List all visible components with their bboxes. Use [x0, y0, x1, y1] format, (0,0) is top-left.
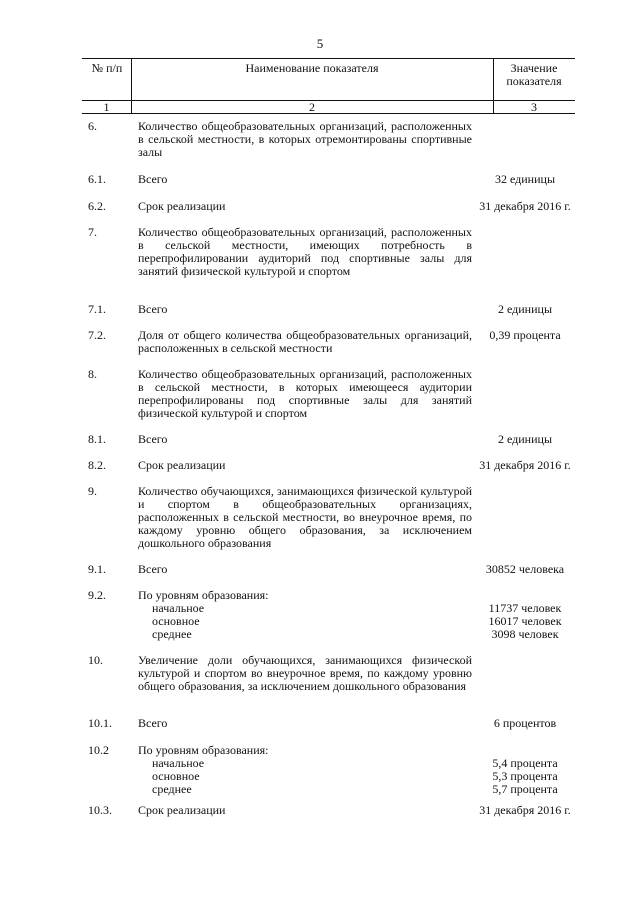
row-number: 10.3. [88, 803, 112, 817]
row-number: 6. [88, 119, 97, 133]
row-value-text: 2 единицы [497, 432, 553, 446]
row-indicator-text: Количество обучающихся, занимающихся физической культурой и спортом в общеобразовательных организациях, расположенных в сельской местности, во внеурочное время, по каждому уровню общего образования, за исключением дошкольного образования [138, 484, 472, 550]
level-value: 5,7 процента [492, 782, 558, 796]
row-value-text: 31 декабря 2016 г. [479, 803, 571, 817]
row-number: 7. [88, 225, 97, 239]
row-value-text: 30852 человека [485, 562, 565, 576]
row-value [475, 329, 575, 342]
level-value: 5,3 процента [492, 769, 558, 783]
row-indicator-name [138, 459, 472, 472]
row-value [475, 804, 575, 817]
row-indicator-name [138, 368, 472, 420]
row-indicator-text: Всего [138, 302, 168, 316]
level-label: среднее [152, 627, 192, 641]
header-index-2: 2 [309, 100, 315, 114]
level-label: основное [152, 614, 200, 628]
row-indicator-name [138, 329, 472, 355]
row-indicator-text: Доля от общего количества общеобразовательных организаций, расположенных в сельской местности [138, 328, 472, 355]
row-value [475, 200, 575, 213]
row-value [475, 433, 575, 446]
row-number: 8.1. [88, 432, 106, 446]
row-indicator-name [138, 744, 472, 796]
row-indicator-name [138, 303, 472, 316]
table-header [82, 58, 575, 114]
row-value [475, 563, 575, 576]
row-indicator-name [138, 120, 472, 159]
row-value-text: 0,39 процента [489, 328, 561, 342]
header-col-value: Значение показателя [506, 61, 562, 88]
row-value [475, 173, 575, 186]
level-value: 16017 человек [488, 614, 562, 628]
row-number: 6.2. [88, 199, 106, 213]
row-indicator-name [138, 589, 472, 641]
row-indicator-text: Количество общеобразовательных организаций, расположенных в сельской местности, в которых отремонтированы спортивные залы [138, 119, 472, 159]
row-number: 9. [88, 484, 97, 498]
level-label: начальное [152, 756, 205, 770]
row-indicator-text: Всего [138, 172, 168, 186]
row-value-text: 31 декабря 2016 г. [479, 458, 571, 472]
row-value [475, 303, 575, 316]
row-number: 7.1. [88, 302, 106, 316]
header-col-number: № п/п [91, 61, 123, 75]
row-value [475, 744, 575, 796]
row-indicator-text: По уровням образования: [138, 743, 269, 757]
level-value: 3098 человек [491, 627, 559, 641]
row-number: 7.2. [88, 328, 106, 342]
row-indicator-text: Количество общеобразовательных организаций, расположенных в сельской местности, имеющих потребность в перепрофилировании аудиторий под спортивные залы для занятий физической культурой и спортом [138, 225, 472, 278]
row-number: 8. [88, 367, 97, 381]
row-indicator-text: Увеличение доли обучающихся, занимающихся физической культурой и спортом во внеурочное время, по каждому уровню общего образования, за исключением дошкольного образования [138, 653, 472, 693]
row-indicator-text: Всего [138, 432, 168, 446]
row-value-text: 32 единицы [494, 172, 556, 186]
row-indicator-name [138, 563, 472, 576]
header-col-name: Наименование показателя [245, 61, 379, 75]
row-indicator-text: Всего [138, 716, 168, 730]
row-indicator-name [138, 804, 472, 817]
level-label: среднее [152, 782, 192, 796]
row-value-text: 31 декабря 2016 г. [479, 199, 571, 213]
row-indicator-name [138, 654, 472, 693]
page-number: 5 [316, 36, 324, 51]
row-indicator-text: По уровням образования: [138, 588, 269, 602]
row-indicator-name [138, 226, 472, 278]
row-number: 10. [88, 653, 103, 667]
row-value [475, 717, 575, 730]
header-top-rule [82, 58, 575, 59]
header-index-1: 1 [103, 100, 110, 114]
row-number: 9.2. [88, 588, 106, 602]
row-indicator-name [138, 433, 472, 446]
level-value: 5,4 процента [492, 756, 558, 770]
row-number: 8.2. [88, 458, 106, 472]
row-number: 10.2 [88, 743, 109, 757]
row-indicator-text: Срок реализации [138, 803, 226, 817]
level-label: основное [152, 769, 200, 783]
row-indicator-text: Срок реализации [138, 199, 226, 213]
level-label: начальное [152, 601, 205, 615]
level-value: 11737 человек [488, 601, 562, 615]
row-value [475, 459, 575, 472]
row-number: 6.1. [88, 172, 106, 186]
row-indicator-name [138, 200, 472, 213]
row-indicator-name [138, 717, 472, 730]
row-indicator-text: Количество общеобразовательных организаций, расположенных в сельской местности, в которых имеющееся аудитории перепрофилированы под спортивные залы для занятий физической культурой и спортом [138, 367, 472, 420]
row-indicator-text: Срок реализации [138, 458, 226, 472]
row-value [475, 589, 575, 641]
row-indicator-name [138, 485, 472, 550]
row-number: 9.1. [88, 562, 106, 576]
header-index-3: 3 [531, 100, 537, 114]
row-number: 10.1. [88, 716, 112, 730]
row-value-text: 6 процентов [493, 716, 557, 730]
row-indicator-name [138, 173, 472, 186]
row-indicator-text: Всего [138, 562, 168, 576]
row-value-text: 2 единицы [497, 302, 553, 316]
